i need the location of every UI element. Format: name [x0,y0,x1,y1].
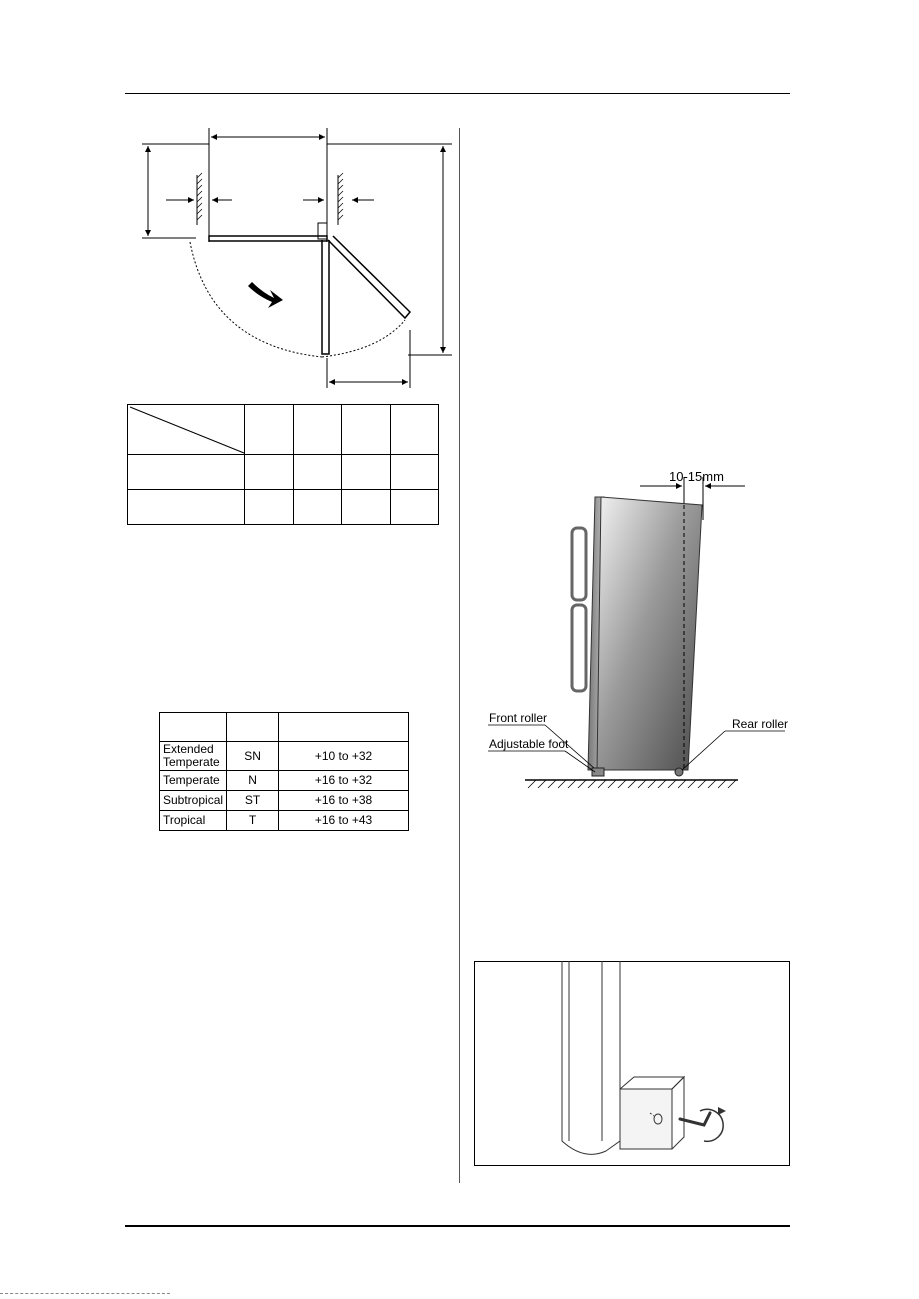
climate-code: SN [227,742,279,771]
table-cell [390,490,438,525]
table-row [160,811,409,831]
footer-cutoff-mark [0,1293,170,1294]
table-cell [342,405,390,455]
diagonal-header-cell [128,405,245,455]
table-cell [293,455,341,490]
table-cell [390,405,438,455]
table-cell [293,405,341,455]
table-cell [342,490,390,525]
table-row [160,791,409,811]
front-roller-label: Front roller [489,711,548,725]
fridge-tilt-diagram [484,465,790,795]
temperature-range: +16 to +43 [279,811,409,831]
table-cell [245,405,293,455]
table-header-cell [279,713,409,742]
table-row [160,742,409,771]
adjustable-foot-label: Adjustable foot [489,737,569,751]
page-footer-text [0,1286,170,1296]
table-cell [245,490,293,525]
table-cell [293,490,341,525]
table-row [160,771,409,791]
table-cell [245,455,293,490]
table-cell [128,490,245,525]
climate-name: Tropical [160,811,227,831]
table-cell [342,455,390,490]
temperature-range: +16 to +32 [279,771,409,791]
diagonal-line [128,405,246,455]
climate-name: Subtropical [160,791,227,811]
temperature-range: +16 to +38 [279,791,409,811]
dimension-table [127,404,439,525]
climate-class-table [159,712,409,831]
gap-dimension-label: 10-15mm [669,469,724,484]
table-cell [390,455,438,490]
table-header-cell [160,713,227,742]
climate-code: N [227,771,279,791]
climate-name: Temperate [160,771,227,791]
door-clearance-diagram [130,120,460,395]
climate-name: Extended Temperate [160,742,227,771]
footer-rule [125,1225,790,1227]
temperature-range: +10 to +32 [279,742,409,771]
table-header-cell [227,713,279,742]
climate-code: ST [227,791,279,811]
table-cell [128,455,245,490]
rear-roller-label: Rear roller [732,717,789,731]
climate-code: T [227,811,279,831]
foot-adjustment-illustration [474,961,790,1166]
header-rule [125,93,790,94]
